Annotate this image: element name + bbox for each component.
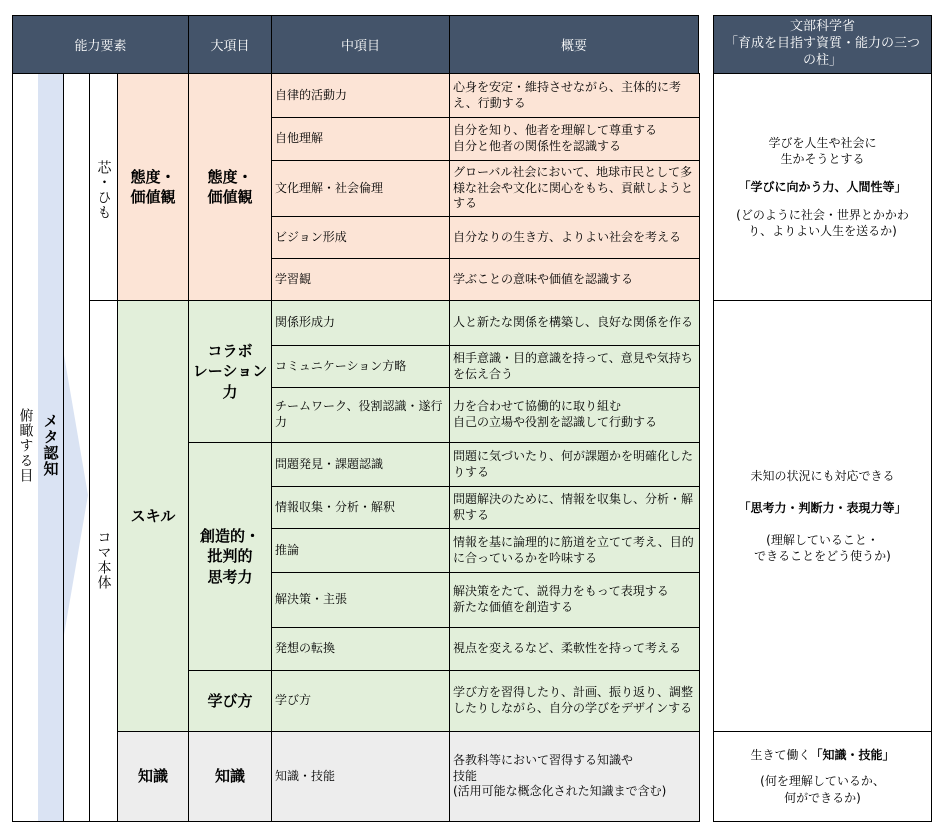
table-row-desc: [449, 345, 700, 388]
desc-text: 人と新たな関係を構築し、良好な関係を作る: [453, 315, 694, 330]
category-chishiki: 知識: [117, 731, 189, 822]
table-row-desc: [449, 442, 700, 487]
table-row-mid: [271, 216, 450, 259]
desc-text: 解決策をたて、説得力をもって表現する 新たな価値を創造する: [453, 584, 669, 614]
mext-p2-note: (理解していること・ できることをどう使うか): [754, 533, 891, 564]
major-chishiki: 知識: [188, 731, 272, 822]
mext-p1-line: 学びを人生や社会に 生かそうとする: [768, 135, 877, 166]
table-row-desc: [449, 387, 700, 443]
table-row-desc: [449, 670, 700, 732]
right-arrow-icon: [64, 355, 88, 635]
mext-p1-note: (どのように社会・世界とかかわり、よりよい人生を送るか): [736, 208, 909, 239]
desc-text: 心身を安定・維持させながら、主体的に考え、行動する: [453, 79, 682, 110]
mid-label: 情報収集・分析・解釈: [275, 499, 396, 514]
structure-divider: [89, 300, 118, 301]
mid-label: 自他理解: [275, 131, 324, 146]
mid-label: 解決策・主張: [275, 592, 348, 607]
header-mext: 文部科学省 「育成を目指す資質・能力の三つの柱」: [713, 15, 932, 74]
mid-label: 推論: [275, 542, 300, 557]
desc-text: 問題に気づいたり、何が課題かを明確化したりする: [453, 448, 694, 479]
desc-text: 自分なりの生き方、よりよい社会を考える: [453, 229, 682, 244]
major-sozo: 創造的・ 批判的 思考力: [188, 442, 272, 671]
table-row-mid: [271, 73, 450, 118]
table-row-mid: [271, 160, 450, 217]
mid-label: ビジョン形成: [275, 229, 347, 244]
table-row-desc: [449, 486, 700, 529]
table-row-desc: [449, 160, 700, 217]
desc-text: 力を合わせて協働的に取り組む 自己の立場や役割を認識して行動する: [453, 399, 658, 429]
mid-label: コミュニケーション方略: [275, 358, 407, 373]
mid-label: チームワーク、役割認識・遂行力: [275, 399, 443, 429]
mext-p2-bold: 「思考力・判断力・表現力等」: [738, 500, 907, 515]
table-row-mid: [271, 731, 450, 822]
desc-text: 視点を変えるなど、柔軟性を持って考える: [453, 641, 682, 656]
mid-label: 関係形成力: [275, 315, 336, 330]
shin-label: 芯・ひも: [95, 160, 112, 220]
mext-box-ningensei: [713, 73, 932, 301]
mext-p3-bold: 「知識・技能」: [810, 748, 895, 763]
major-manabi: 学び方: [188, 670, 272, 732]
meta-label: メタ認知: [41, 413, 60, 477]
table-row-desc: [449, 572, 700, 628]
table-row-desc: [449, 627, 700, 671]
mext-box-shikoryoku: [713, 300, 932, 732]
mid-label: 学習観: [275, 271, 312, 286]
table-row-desc: [449, 300, 700, 346]
table-row-mid: [271, 670, 450, 732]
table-row-mid: [271, 442, 450, 487]
category-taido: 態度・ 価値観: [117, 73, 189, 301]
mid-label: 発想の転換: [275, 641, 336, 656]
fukan-label: 俯瞰する目: [17, 407, 34, 483]
major-taido: 態度・ 価値観: [188, 73, 272, 301]
table-row-desc: [449, 258, 700, 301]
mext-p3-note: (何を理解しているか、 何ができるか): [760, 774, 885, 805]
mid-label: 文化理解・社会倫理: [275, 180, 384, 195]
table-row-mid: [271, 345, 450, 388]
table-row-mid: [271, 117, 450, 161]
mext-p1-bold: 「学びに向かう力、人間性等」: [738, 179, 907, 194]
table-row-mid: [271, 300, 450, 346]
mid-label: 知識・技能: [275, 768, 336, 783]
mext-box-chishiki: [713, 731, 932, 822]
desc-text: 学ぶことの意味や価値を認識する: [453, 271, 634, 286]
table-row-mid: [271, 627, 450, 671]
header-gaiyo: 概要: [449, 15, 699, 74]
desc-text: 相手意識・目的意識を持って、意見や気持ちを伝え合う: [453, 350, 693, 381]
desc-text: 問題解決のために、情報を収集し、分析・解釈する: [453, 491, 694, 522]
desc-text: 学び方を習得したり、計画、振り返り、調整したりしながら、自分の学びをデザインする: [453, 685, 694, 715]
mid-label: 学び方: [275, 693, 312, 708]
table-row-mid: [271, 387, 450, 443]
koma-label: コマ本体: [95, 530, 112, 590]
table-row-mid: [271, 528, 450, 573]
desc-text: 各教科等において習得する知識や 技能 (活用可能な概念化された知識まで含む): [453, 753, 667, 799]
header-chukomoku: 中項目: [271, 15, 450, 74]
mext-p3-prefix: 生きて働く: [750, 748, 811, 763]
mext-p2-line: 未知の状況にも対応できる: [750, 468, 895, 483]
table-row-mid: [271, 258, 450, 301]
desc-text: 情報を基に論理的に筋道を立てて考え、目的に合っているかを吟味する: [453, 534, 694, 565]
header-daikomoku: 大項目: [188, 15, 272, 74]
table-row-desc: [449, 73, 700, 118]
mext-p3-line: [750, 747, 894, 763]
table-row-desc: [449, 216, 700, 259]
header-noryoku: 能力要素: [12, 15, 189, 74]
table-row-desc: [449, 731, 700, 822]
major-collab: コラボ レーション 力: [188, 300, 272, 443]
category-skill: スキル: [117, 300, 189, 732]
table-row-desc: [449, 528, 700, 573]
table-row-desc: [449, 117, 700, 161]
desc-text: グローバル社会において、地球市民として多様な社会や文化に関心をもち、貢献しようとする: [453, 165, 694, 211]
desc-text: 自分を知り、他者を理解して尊重する 自分と他者の関係性を認識する: [453, 123, 658, 153]
mid-label: 自律的活動力: [275, 87, 348, 102]
table-row-mid: [271, 486, 450, 529]
table-row-mid: [271, 572, 450, 628]
mid-label: 問題発見・課題認識: [275, 456, 384, 471]
